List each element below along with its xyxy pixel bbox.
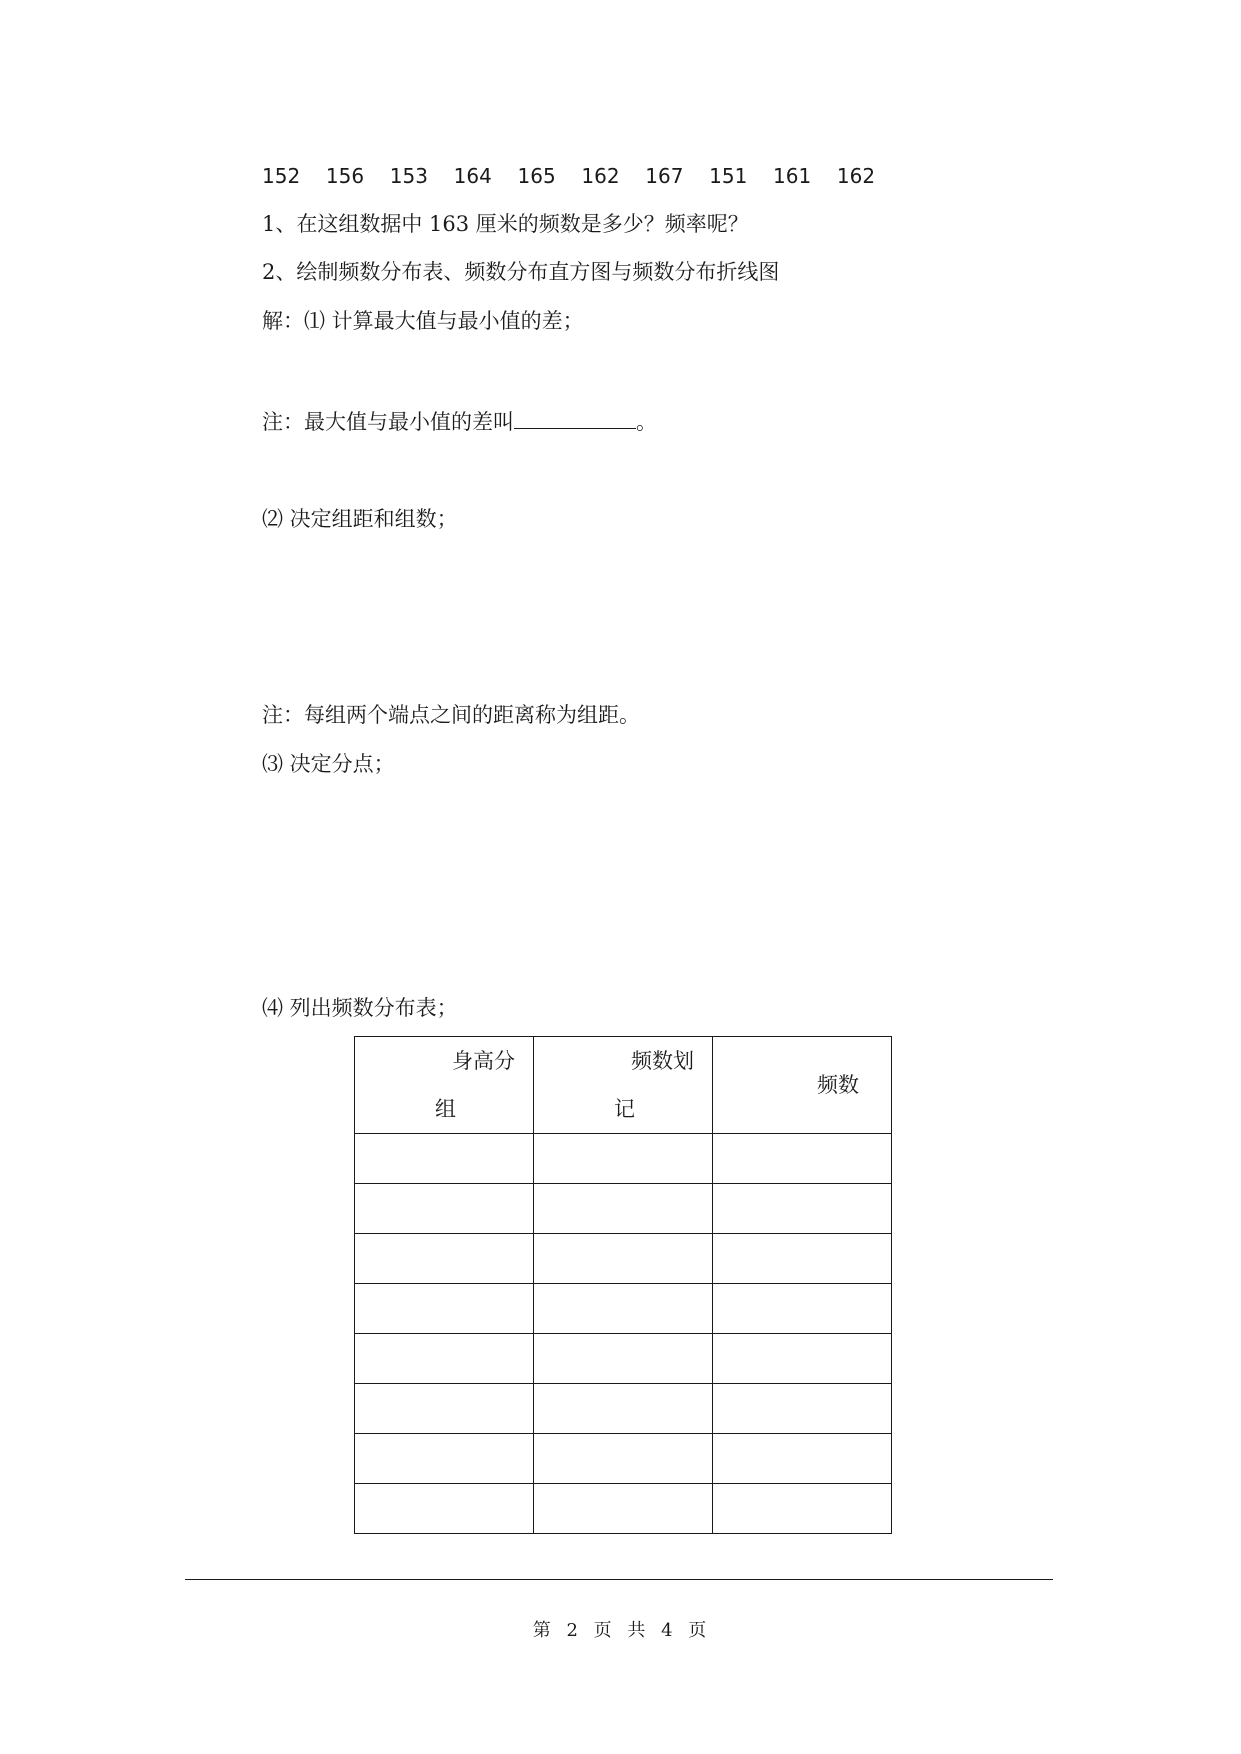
question-2: 2、绘制频数分布表、频数分布直方图与频数分布折线图 (262, 260, 780, 284)
header-height-group-bottom: 组 (435, 1097, 456, 1121)
step-2: ⑵ 决定组距和组数； (262, 507, 458, 531)
note-range (262, 406, 657, 436)
table-cell[interactable] (534, 1434, 713, 1484)
table-row (355, 1334, 892, 1384)
data-value: 165 (517, 164, 556, 188)
header-frequency (713, 1037, 892, 1134)
step-4: ⑷ 列出频数分布表； (262, 996, 458, 1020)
page-footer: 第 2 页 共 4 页 (532, 1620, 709, 1641)
note-range-text: 注：最大值与最小值的差叫 (262, 410, 514, 434)
data-value: 162 (836, 164, 876, 188)
table-cell[interactable] (713, 1384, 892, 1434)
table-cell[interactable] (713, 1434, 892, 1484)
table-cell[interactable] (713, 1484, 892, 1534)
data-value: 152 (262, 164, 301, 188)
table-cell[interactable] (713, 1134, 892, 1184)
data-value: 161 (773, 164, 812, 188)
table-cell[interactable] (355, 1434, 534, 1484)
data-value: 151 (709, 164, 748, 188)
table-cell[interactable] (713, 1184, 892, 1234)
table-row (355, 1434, 892, 1484)
table-cell[interactable] (534, 1284, 713, 1334)
header-tally (534, 1037, 713, 1134)
table-cell[interactable] (534, 1134, 713, 1184)
fill-in-blank[interactable] (514, 406, 636, 429)
footer-divider (185, 1579, 1053, 1580)
table-cell[interactable] (713, 1334, 892, 1384)
note-class-width: 注：每组两个端点之间的距离称为组距。 (262, 703, 640, 727)
table-cell[interactable] (355, 1234, 534, 1284)
table-row (355, 1284, 892, 1334)
table-row (355, 1484, 892, 1534)
table-cell[interactable] (713, 1284, 892, 1334)
data-value: 156 (325, 164, 365, 188)
frequency-table (354, 1036, 892, 1534)
header-height-group (355, 1037, 534, 1134)
header-height-group-top: 身高分 (452, 1049, 515, 1073)
table-row (355, 1134, 892, 1184)
table-cell[interactable] (355, 1334, 534, 1384)
table-cell[interactable] (534, 1184, 713, 1234)
data-values-row (262, 162, 894, 190)
solution-step-1: 解：⑴ 计算最大值与最小值的差； (262, 309, 584, 333)
header-tally-top: 频数划 (631, 1049, 694, 1073)
question-1: 1、在这组数据中 163 厘米的频数是多少？频率呢？ (262, 212, 749, 236)
header-tally-bottom: 记 (614, 1097, 635, 1121)
step-3: ⑶ 决定分点； (262, 752, 395, 776)
table-cell[interactable] (355, 1384, 534, 1434)
table-cell[interactable] (534, 1384, 713, 1434)
table-row (355, 1234, 892, 1284)
data-value: 164 (453, 164, 492, 188)
data-value: 153 (389, 164, 428, 188)
table-cell[interactable] (355, 1284, 534, 1334)
table-cell[interactable] (713, 1234, 892, 1284)
table-row (355, 1184, 892, 1234)
table-row (355, 1384, 892, 1434)
note-range-end: 。 (636, 410, 657, 434)
table-cell[interactable] (355, 1484, 534, 1534)
data-value: 167 (645, 164, 684, 188)
table-cell[interactable] (534, 1484, 713, 1534)
table-cell[interactable] (355, 1184, 534, 1234)
header-frequency-label: 频数 (817, 1073, 859, 1097)
table-cell[interactable] (534, 1334, 713, 1384)
table-header-row (355, 1037, 892, 1134)
table-cell[interactable] (355, 1134, 534, 1184)
table-cell[interactable] (534, 1234, 713, 1284)
data-value: 162 (581, 164, 620, 188)
